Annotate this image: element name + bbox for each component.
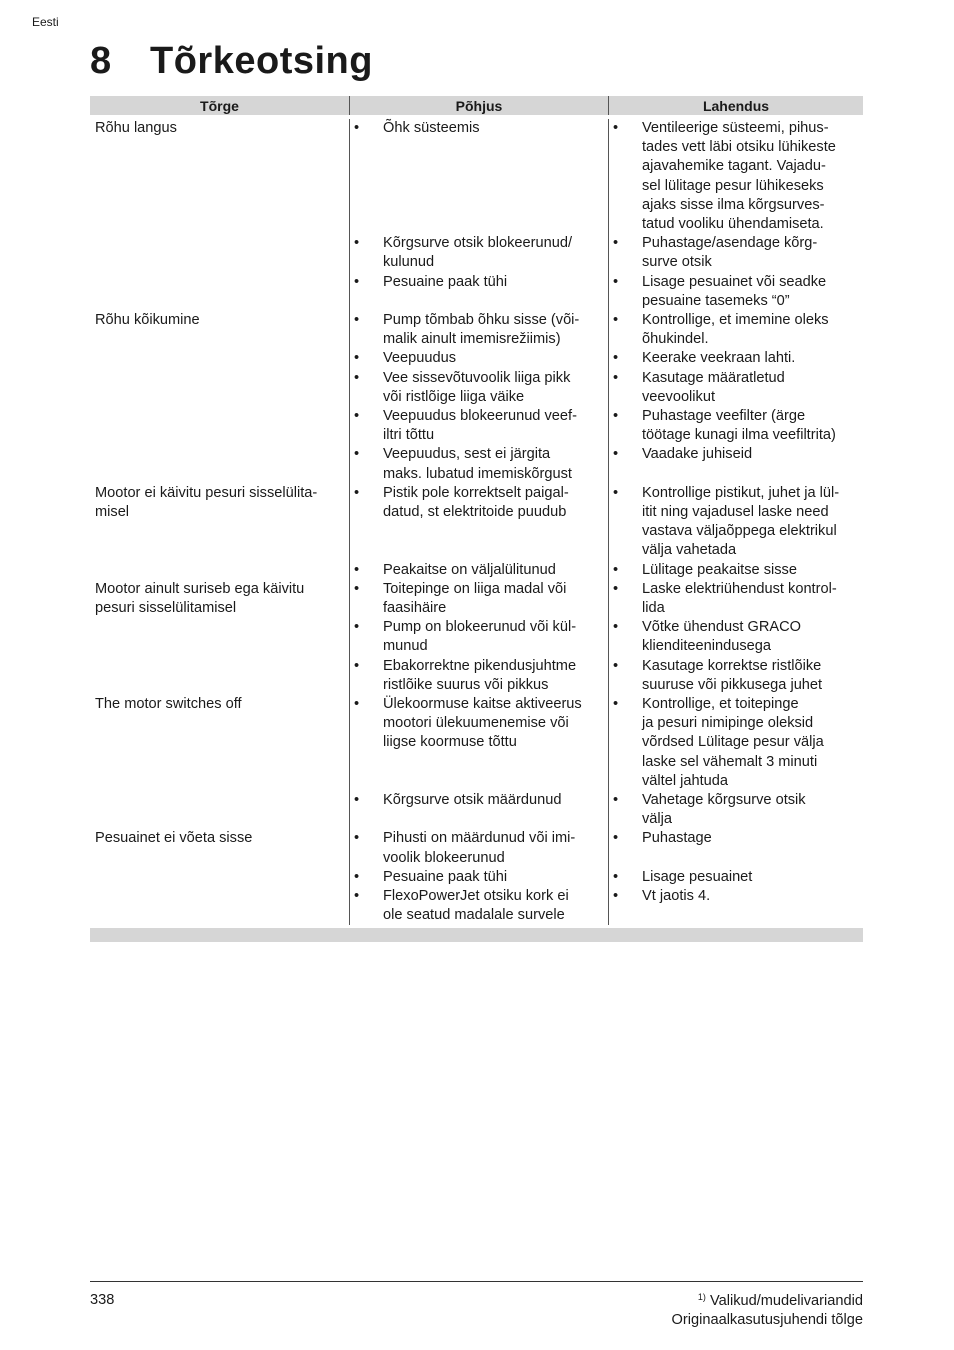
solution-text: lida — [642, 600, 665, 616]
footnote-text: Valikud/mudelivariandid — [709, 1293, 863, 1309]
cause-text: faasihäire — [383, 600, 447, 616]
fault-text: The motor switches off — [95, 696, 242, 712]
cause-text: Pesuaine paak tühi — [383, 868, 508, 885]
bullet: • — [354, 120, 360, 136]
solution-text: Laske elektriühendust kontrol- — [642, 580, 837, 597]
cause-text: Veepuudus — [383, 350, 457, 367]
cause-text: Peakaitse on väljalülitunud — [383, 561, 556, 578]
solution-text: suuruse või pikkusega juhet — [642, 676, 823, 693]
bullet: • — [613, 312, 619, 328]
table-footer-bar — [90, 928, 863, 942]
bullet: • — [354, 350, 360, 367]
solution-text: Kasutage korrektse ristlõike — [642, 657, 822, 674]
bullet: • — [613, 273, 619, 290]
page-title — [90, 40, 373, 83]
cause-text: Kõrgsurve otsik blokeerunud/ — [383, 235, 573, 252]
bullet: • — [354, 235, 360, 252]
bullet: • — [354, 580, 360, 597]
cause-text: Kõrgsurve otsik määrdunud — [383, 792, 562, 808]
bullet: • — [354, 484, 360, 501]
cause-text: Pihusti on määrdunud või imi- — [383, 830, 576, 847]
header-fault: Tõrge — [200, 97, 239, 114]
solution-text: ajavahemike tagant. Vajadu- — [642, 158, 826, 175]
cause-text: Õhk süsteemis — [383, 120, 480, 136]
bullet: • — [613, 868, 619, 885]
bullet: • — [613, 446, 619, 463]
solution-text: Vt jaotis 4. — [642, 888, 711, 904]
cause-text: Ülekoormuse kaitse aktiveerus — [383, 696, 582, 712]
cause-text: Ebakorrektne pikendusjuhtme — [383, 657, 577, 674]
bullet: • — [613, 350, 619, 367]
translation-note: Originaalkasutusjuhendi tõlge — [671, 1312, 863, 1328]
bullet: • — [613, 235, 619, 252]
solution-text: tades vett läbi otsiku lühikeste — [642, 139, 836, 156]
solution-text: töötage kunagi ilma veefiltrita) — [642, 427, 836, 444]
bullet: • — [613, 561, 619, 578]
solution-text: Võtke ühendust GRACO — [642, 619, 801, 636]
solution-text: laske sel vähemalt 3 minuti — [642, 753, 818, 770]
solution-text: Lülitage peakaitse sisse — [642, 561, 797, 578]
fault-text: pesuri sisselülitamisel — [95, 600, 237, 616]
cause-text: Veepuudus, sest ei järgita — [383, 446, 551, 463]
solution-text: Vaadake juhiseid — [642, 446, 753, 463]
cause-text: voolik blokeerunud — [383, 849, 505, 866]
cause-text: liigse koormuse tõttu — [383, 734, 517, 751]
cause-text: või ristlõige liiga väike — [383, 388, 525, 405]
bullet: • — [354, 312, 360, 328]
chapter-title: Tõrkeotsing — [150, 40, 373, 82]
solution-text: ja pesuri nimipinge oleksid — [642, 715, 814, 732]
bullet: • — [354, 561, 360, 578]
solution-text: välja — [642, 811, 673, 828]
header-solution: Lahendus — [608, 96, 863, 115]
solution-text: Ventileerige süsteemi, pihus- — [642, 120, 829, 136]
header-cause: Põhjus — [349, 96, 608, 115]
cause-text: Pump on blokeerunud või kül- — [383, 619, 577, 636]
cause-text: Veepuudus blokeerunud veef- — [383, 408, 577, 424]
bullet: • — [354, 619, 360, 636]
cause-text: malik ainult imemisrežiimis) — [383, 331, 561, 348]
bullet: • — [613, 792, 619, 808]
bullet: • — [354, 830, 360, 847]
solution-text: õhukindel. — [642, 331, 709, 348]
bullet: • — [613, 580, 619, 597]
bullet: • — [613, 696, 619, 712]
solution-text: klienditeenindusega — [642, 638, 772, 655]
chapter-number: 8 — [90, 40, 112, 82]
troubleshooting-table — [90, 96, 863, 927]
solution-text: vastava väljaõppega elektrikul — [642, 523, 837, 540]
fault-column — [90, 119, 349, 925]
solution-text: Vahetage kõrgsurve otsik — [642, 792, 806, 808]
cause-text: Pump tõmbab õhku sisse (või- — [383, 312, 580, 328]
solution-text: Kasutage määratletud — [642, 369, 785, 386]
solution-text: veevoolikut — [642, 388, 716, 405]
solution-text: Kontrollige pistikut, juhet ja lül- — [642, 484, 840, 501]
bullet: • — [354, 408, 360, 424]
fault-text: Mootor ei käivitu pesuri sisselülita- — [95, 484, 318, 501]
cause-text: iltri tõttu — [383, 427, 435, 444]
cause-text: datud, st elektritoide puudub — [383, 504, 567, 520]
bullet: • — [354, 696, 360, 712]
cause-text: Vee sissevõtuvoolik liiga pikk — [383, 369, 571, 386]
footnote-mark: 1) — [697, 1292, 706, 1302]
solution-text: Puhastage/asendage kõrg- — [642, 235, 818, 252]
bullet: • — [613, 830, 619, 847]
solution-text: Puhastage veefilter (ärge — [642, 408, 806, 424]
bullet: • — [354, 273, 360, 290]
cause-text: Pesuaine paak tühi — [383, 273, 508, 290]
footer-rule — [90, 1281, 863, 1282]
fault-text: Rõhu kõikumine — [95, 312, 200, 328]
solution-text: ajaks sisse ilma kõrgsurves- — [642, 196, 825, 213]
bullet: • — [613, 657, 619, 674]
cause-text: kulunud — [383, 254, 435, 271]
bullet: • — [613, 408, 619, 424]
solution-text: itit ning vajadusel laske need — [642, 504, 829, 520]
solution-text: võrdsed Lülitage pesur välja — [642, 734, 824, 751]
cause-text: ole seatud madalale survele — [383, 907, 565, 924]
cause-text: mootori ülekuumenemise või — [383, 715, 569, 732]
solution-text: sel lülitage pesur lühikeseks — [642, 177, 824, 194]
bullet: • — [354, 792, 360, 808]
bullet: • — [613, 120, 619, 136]
fault-text: Pesuainet ei võeta sisse — [95, 830, 253, 847]
bullet: • — [613, 619, 619, 636]
cause-text: munud — [383, 638, 428, 655]
solution-text: pesuaine tasemeks “0” — [642, 292, 790, 309]
fault-text: Rõhu langus — [95, 120, 177, 136]
bullet: • — [354, 868, 360, 885]
table-body — [90, 115, 863, 927]
bullet: • — [613, 484, 619, 501]
language-label: Eesti — [32, 15, 59, 29]
bullet: • — [613, 888, 619, 904]
solution-text: Lisage pesuainet — [642, 868, 753, 885]
page-number: 338 — [90, 1292, 115, 1308]
cause-text: ristlõike suurus või pikkus — [383, 676, 549, 693]
cause-text: Pistik pole korrektselt paigal- — [383, 484, 569, 501]
solution-column — [608, 119, 863, 925]
solution-text: Kontrollige, et toitepinge — [642, 696, 799, 712]
bullet: • — [354, 369, 360, 386]
fault-text: Mootor ainult suriseb ega käivitu — [95, 580, 305, 597]
solution-text: tatud vooliku ühendamiseta. — [642, 216, 824, 232]
cause-column — [349, 119, 608, 925]
solution-text: Puhastage — [642, 830, 712, 847]
fault-text: misel — [95, 504, 130, 520]
cause-text: maks. lubatud imemiskõrgust — [383, 465, 572, 482]
bullet: • — [354, 657, 360, 674]
bullet: • — [354, 888, 360, 904]
solution-text: surve otsik — [642, 254, 712, 271]
cause-text: Toitepinge on liiga madal või — [383, 580, 567, 597]
solution-text: Kontrollige, et imemine oleks — [642, 312, 829, 328]
solution-text: Lisage pesuainet või seadke — [642, 273, 827, 290]
solution-text: Keerake veekraan lahti. — [642, 350, 796, 367]
bullet: • — [613, 369, 619, 386]
solution-text: vältel jahtuda — [642, 772, 729, 789]
cause-text: FlexoPowerJet otsiku kork ei — [383, 888, 569, 904]
solution-text: välja vahetada — [642, 542, 737, 559]
table-header — [90, 96, 863, 115]
bullet: • — [354, 446, 360, 463]
footnote — [698, 1292, 863, 1309]
